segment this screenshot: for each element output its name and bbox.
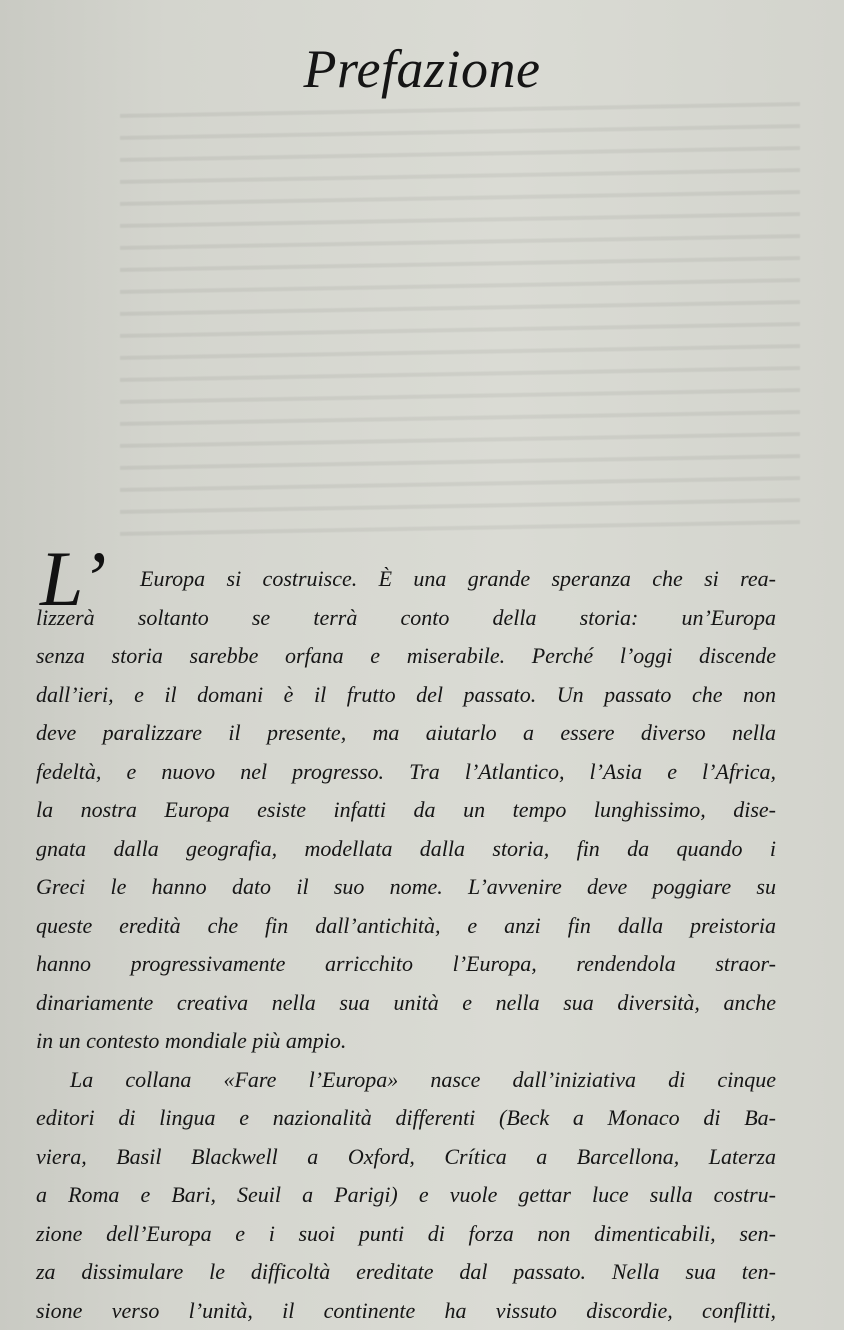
text-line: hanno progressivamente arricchito l’Europa, rendendola straor- [36,945,776,984]
text-line: senza storia sarebbe orfana e miserabile. Perché l’oggi discende [36,637,776,676]
text-line: la nostra Europa esiste infatti da un tempo lunghissimo, dise- [36,791,776,830]
text-line: Europa si costruisce. È una grande speranza che si rea- [140,560,776,599]
text-line: deve paralizzare il presente, ma aiutarlo a essere diverso nella [36,714,776,753]
text-line: in un contesto mondiale più ampio. [36,1022,776,1061]
drop-cap: L’ [40,540,106,618]
text-line: dinariamente creativa nella sua unità e nella sua diversità, anche [36,984,776,1023]
text-line: queste eredità che fin dall’antichità, e anzi fin dalla preistoria [36,907,776,946]
text-line: za dissimulare le difficoltà ereditate dal passato. Nella sua ten- [36,1253,776,1292]
body-text [36,560,776,1330]
chapter-title: Prefazione [0,38,844,100]
text-line: Greci le hanno dato il suo nome. L’avvenire deve poggiare su [36,868,776,907]
text-line: sione verso l’unità, il continente ha vissuto discordie, conflitti, [36,1292,776,1330]
text-line: fedeltà, e nuovo nel progresso. Tra l’Atlantico, l’Asia e l’Africa, [36,753,776,792]
text-line: lizzerà soltanto se terrà conto della storia: un’Europa [36,599,776,638]
text-line: viera, Basil Blackwell a Oxford, Crítica a Barcellona, Laterza [36,1138,776,1177]
text-line: La collana «Fare l’Europa» nasce dall’iniziativa di cinque [36,1061,776,1100]
text-line: dall’ieri, e il domani è il frutto del passato. Un passato che non [36,676,776,715]
text-line: zione dell’Europa e i suoi punti di forza non dimenticabili, sen- [36,1215,776,1254]
show-through-text [120,84,800,536]
first-line [36,560,776,599]
text-line: editori di lingua e nazionalità differenti (Beck a Monaco di Ba- [36,1099,776,1138]
text-line: a Roma e Bari, Seuil a Parigi) e vuole gettar luce sulla costru- [36,1176,776,1215]
text-line: gnata dalla geografia, modellata dalla storia, fin da quando i [36,830,776,869]
